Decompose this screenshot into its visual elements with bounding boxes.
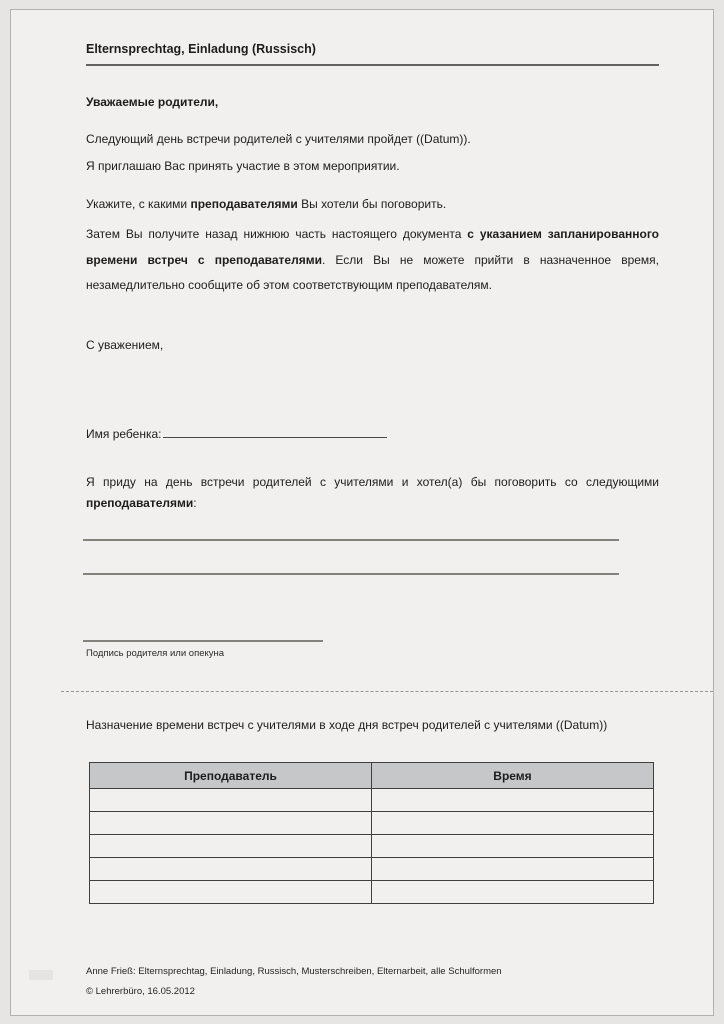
table-cell [90, 812, 372, 835]
table-cell [90, 881, 372, 904]
table-cell [372, 789, 654, 812]
table-cell [90, 789, 372, 812]
appointment-table [89, 762, 654, 904]
column-header-teacher: Преподаватель [90, 763, 372, 789]
signature-line [83, 640, 323, 642]
table-cell [372, 835, 654, 858]
teacher-write-line-2 [83, 573, 619, 575]
child-name-row [86, 425, 659, 442]
table-cell [372, 812, 654, 835]
text-segment: : [193, 496, 197, 510]
table-cell [90, 835, 372, 858]
child-name-label: Имя ребенка: [86, 427, 162, 441]
ask-teachers-paragraph [86, 197, 659, 212]
intro-line-1: Следующий день встречи родителей с учителями пройдет ((Datum)). [86, 132, 471, 146]
footer-copyright: © Lehrerbüro, 16.05.2012 [86, 986, 195, 997]
appointment-info-paragraph [86, 222, 659, 299]
closing-line: С уважением, [86, 338, 164, 352]
document-page [10, 9, 714, 1016]
reply-paragraph [86, 472, 659, 514]
table-header-row [90, 763, 654, 789]
text-segment: Укажите, с какими [86, 197, 191, 211]
teacher-write-line-1 [83, 539, 619, 541]
table-row [90, 812, 654, 835]
table-row [90, 835, 654, 858]
appointment-table-head [90, 763, 654, 789]
footer-credit: Anne Frieß: Elternsprechtag, Einladung, Russisch, Musterschreiben, Elternarbeit, alle Schulformen [86, 966, 502, 977]
appointment-section-title: Назначение времени встреч с учителями в ходе дня встреч родителей с учителями ((Datum)) [86, 718, 608, 732]
appointment-table-body [90, 789, 654, 904]
text-segment: Затем Вы получите назад нижнюю часть настоящего документа [86, 227, 468, 241]
cut-here-dashed-divider [61, 691, 713, 692]
intro-line-2: Я приглашаю Вас принять участие в этом мероприятии. [86, 159, 400, 173]
signature-caption: Подпись родителя или опекуна [86, 648, 225, 659]
column-header-time: Время [372, 763, 654, 789]
faint-print-mark [29, 970, 53, 980]
table-row [90, 789, 654, 812]
table-cell [90, 858, 372, 881]
bold-text-segment: преподавателями [86, 496, 194, 510]
bold-text-segment: преподавателями [190, 197, 298, 211]
table-cell [372, 881, 654, 904]
table-cell [372, 858, 654, 881]
text-segment: . Если Вы не можете прийти в назначенное время, незамедлительно сообщите об этом соответствующим преподавателям. [86, 252, 659, 293]
intro-paragraph [86, 126, 659, 180]
text-segment: Я приду на день встречи родителей с учителями и хотел(а) бы поговорить со следующими [86, 475, 659, 489]
table-row [90, 881, 654, 904]
salutation: Уважаемые родители, [86, 95, 219, 109]
document-header-title: Elternsprechtag, Einladung (Russisch) [86, 42, 659, 66]
child-name-write-line [163, 425, 387, 438]
text-segment: Вы хотели бы поговорить. [297, 197, 447, 211]
bold-text-segment: с указанием запланированного времени встреч с преподавателями [86, 227, 659, 267]
table-row [90, 858, 654, 881]
